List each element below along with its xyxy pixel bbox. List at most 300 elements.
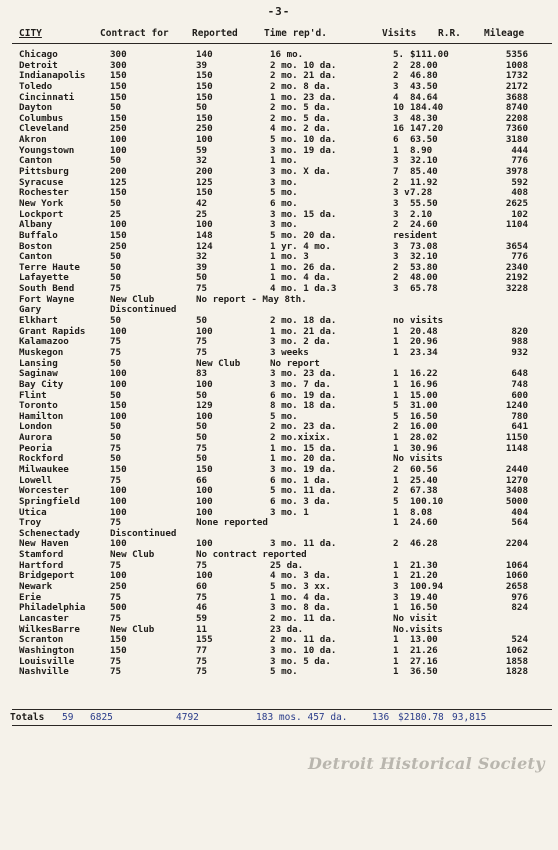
cell-visits: 2 [393,219,399,231]
cell-reported: No contract reported [196,549,307,561]
cell-reported: 32 [196,251,208,263]
cell-mileage: 3978 [505,166,528,178]
cell-reported: No report - May 8th. [196,293,307,305]
cell-visits: 1 [393,325,399,337]
cell-contract: 100 [110,325,127,337]
cell-mileage: 820 [511,325,528,337]
cell-contract: New Club [110,549,155,561]
cell-time: 16 mo. [270,49,304,60]
cell-visits: 1 [393,378,399,390]
cell-contract: 75 [110,336,122,348]
cell-mileage: 748 [511,378,528,390]
cell-city: Kalamazoo [19,336,69,348]
cell-city: Saginaw [19,368,58,380]
cell-contract: 150 [110,229,127,241]
cell-visits: 3 [393,197,399,209]
table-body [0,50,558,678]
cell-time: 3 mo. 8 da. [270,602,331,614]
header-visits: Visits [382,28,417,39]
cell-rr: 100.94 [410,581,444,593]
cell-reported: 150 [196,112,213,124]
cell-reported: New Club [196,357,241,369]
cell-time: 3 weeks [270,346,309,358]
cell-time: 3 mo. 7 da. [270,378,331,390]
cell-city: Peoria [19,442,53,454]
cell-city: Erie [19,591,42,603]
cell-visits: 3 [393,208,399,220]
cell-city: Boston [19,240,53,252]
cell-contract: 75 [110,517,122,529]
table-row [0,497,558,508]
cell-reported: 75 [196,559,208,571]
cell-contract: 150 [110,187,127,199]
cell-time: 25 da. [270,559,304,571]
cell-reported: 75 [196,666,208,678]
cell-visits: No visit [393,612,438,624]
cell-contract: 50 [110,315,122,327]
cell-contract: 25 [110,208,122,220]
cell-rr: 8.08 [410,506,433,518]
cell-time: No report [270,357,320,369]
cell-visits: 2 [393,176,399,188]
cell-city: Columbus [19,112,64,124]
cell-contract: 100 [110,410,127,422]
cell-visits: 1 [393,570,399,582]
cell-time: 5 mo. 3 xx. [270,581,331,593]
cell-time: 3 mo. 19 da. [270,463,337,475]
cell-reported: 100 [196,378,213,390]
cell-city: South Bend [19,283,75,295]
cell-reported: 100 [196,219,213,231]
header-divider [12,43,552,44]
cell-rr: 20.96 [410,336,438,348]
cell-mileage: 2172 [505,80,528,92]
cell-city: New Haven [19,538,69,550]
cell-contract: 150 [110,80,127,92]
cell-contract: 75 [110,559,122,571]
cell-time: 2 mo. 11 da. [270,634,337,646]
cell-city: Rockford [19,453,64,465]
cell-visits: 10 [393,102,405,114]
cell-city: Scranton [19,634,64,646]
cell-contract: 100 [110,485,127,497]
cell-rr: 48.00 [410,272,438,284]
cell-reported: 150 [196,187,213,199]
header-contract: Contract for [100,28,169,39]
cell-contract: 100 [110,144,127,156]
cell-reported: 59 [196,612,208,624]
cell-mileage: 1828 [505,666,528,678]
cell-city: Flint [19,389,47,401]
cell-contract: 75 [110,655,122,667]
cell-time: 2 mo. 5 da. [270,112,331,124]
cell-mileage: 2208 [505,112,528,124]
cell-time: 1 mo. [270,155,298,167]
table-header [0,28,558,42]
cell-time: 3 mo. X da. [270,166,331,178]
cell-city: WilkesBarre [19,623,80,635]
cell-reported: 150 [196,80,213,92]
cell-city: Canton [19,251,53,263]
cell-city: Gary [19,304,42,316]
cell-mileage: 444 [511,144,528,156]
totals-cities: 59 [62,712,74,723]
cell-rr: 21.20 [410,570,438,582]
cell-city: Schenectady [19,527,80,539]
cell-city: Lowell [19,474,53,486]
cell-mileage: 1060 [505,570,528,582]
cell-mileage: 824 [511,602,528,614]
cell-city: Detroit [19,59,58,71]
cell-time: 3 mo. 2 da. [270,336,331,348]
header-time: Time rep'd. [264,28,327,39]
cell-visits: 1 [393,144,399,156]
cell-city: Syracuse [19,176,64,188]
cell-reported: 155 [196,634,213,646]
cell-mileage: 776 [511,155,528,167]
cell-contract: 50 [110,357,122,369]
cell-time: 2 mo. 8 da. [270,80,331,92]
cell-visits: 1 [393,506,399,518]
cell-time: 5 mo. [270,410,298,422]
cell-visits: 1 [393,336,399,348]
cell-city: Toledo [19,80,53,92]
cell-city: Pittsburg [19,166,69,178]
cell-time: 1 mo. 4 da. [270,591,331,603]
cell-rr: 65.78 [410,283,438,295]
cell-contract: 75 [110,666,122,678]
cell-rr: 27.16 [410,655,438,667]
cell-mileage: 1240 [505,400,528,412]
cell-city: Grant Rapids [19,325,86,337]
totals-row [0,712,558,724]
cell-rr: 16.50 [410,410,438,422]
cell-rr: 32.10 [410,155,438,167]
cell-time: 2 mo. 18 da. [270,315,337,327]
cell-time: 2 mo. 5 da. [270,102,331,114]
cell-mileage: 780 [511,410,528,422]
cell-mileage: 2204 [505,538,528,550]
table-row [0,380,558,391]
cell-mileage: 1858 [505,655,528,667]
cell-visits: 1 [393,432,399,444]
cell-reported: 50 [196,389,208,401]
cell-time: 23 da. [270,623,304,635]
totals-time: 183 mos. 457 da. [256,712,348,723]
cell-reported: 39 [196,261,208,273]
cell-reported: 50 [196,453,208,465]
cell-mileage: 564 [511,517,528,529]
cell-visits: 2 [393,421,399,433]
cell-reported: 140 [196,49,213,60]
cell-contract: 200 [110,166,127,178]
header-city: CITY [19,28,42,39]
cell-reported: 39 [196,59,208,71]
cell-rr: 147.20 [410,123,444,135]
cell-city: Terre Haute [19,261,80,273]
cell-visits: 1 [393,559,399,571]
cell-visits: 2 [393,485,399,497]
cell-time: 3 mo. 10 da. [270,644,337,656]
cell-reported: 25 [196,208,208,220]
cell-city: Stamford [19,549,64,561]
cell-time: 2 mo. 10 da. [270,59,337,71]
cell-rr: 67.38 [410,485,438,497]
cell-contract: 500 [110,602,127,614]
cell-visits: 5 [393,495,399,507]
cell-visits: 3 [393,240,399,252]
cell-city: Troy [19,517,42,529]
cell-visits: 2 [393,261,399,273]
cell-city: Muskegon [19,346,64,358]
cell-reported: 125 [196,176,213,188]
watermark: Detroit Historical Society [308,754,545,773]
totals-reported: 4792 [176,712,199,723]
totals-visits: 136 [372,712,390,723]
cell-city: Indianapolis [19,70,86,82]
cell-contract: 50 [110,197,122,209]
table-row [0,82,558,93]
cell-mileage: 2440 [505,463,528,475]
table-row [0,518,558,529]
cell-rr: 30.96 [410,442,438,454]
cell-contract: 100 [110,378,127,390]
cell-mileage: 408 [511,187,528,199]
cell-visits: 1 [393,634,399,646]
cell-visits: 3 [393,251,399,263]
cell-visits: 1 [393,517,399,529]
cell-time: 8 mo. 18 da. [270,400,337,412]
cell-city: Akron [19,134,47,146]
totals-mileage: 93,815 [452,712,487,723]
cell-city: Fort Wayne [19,293,75,305]
cell-city: Worcester [19,485,69,497]
cell-time: 1 mo. 21 da. [270,325,337,337]
table-row [0,667,558,678]
cell-city: London [19,421,53,433]
cell-visits: 1 [393,644,399,656]
cell-contract: 300 [110,49,127,60]
cell-contract: 75 [110,474,122,486]
cell-reported: 100 [196,495,213,507]
cell-reported: 250 [196,123,213,135]
cell-reported: 150 [196,463,213,475]
cell-contract: 300 [110,59,127,71]
cell-mileage: 2658 [505,581,528,593]
totals-label: Totals [10,712,45,723]
cell-reported: 100 [196,538,213,550]
cell-city: Cincinnati [19,91,75,103]
cell-rr: 28.00 [410,59,438,71]
cell-contract: 75 [110,283,122,295]
cell-city: Milwaukee [19,463,69,475]
cell-rr: 16.22 [410,368,438,380]
table-row [0,614,558,625]
cell-contract: 125 [110,176,127,188]
cell-city: Nashville [19,666,69,678]
cell-time: 5 mo. 20 da. [270,229,337,241]
cell-reported: 200 [196,166,213,178]
cell-mileage: 404 [511,506,528,518]
cell-city: New York [19,197,64,209]
cell-reported: 75 [196,591,208,603]
cell-visits: 3 v. [393,187,416,199]
cell-reported: 148 [196,229,213,241]
cell-rr: 85.40 [410,166,438,178]
cell-contract: Discontinued [110,304,177,316]
cell-visits: resident [393,229,438,241]
table-row [0,646,558,657]
cell-mileage: 3654 [505,240,528,252]
cell-rr: 8.90 [410,144,433,156]
cell-city: Youngstown [19,144,75,156]
cell-rr: 32.10 [410,251,438,263]
cell-contract: 100 [110,570,127,582]
cell-city: Rochester [19,187,69,199]
cell-time: 2 mo. 23 da. [270,421,337,433]
cell-time: 3 mo. [270,219,298,231]
cell-rr: 13.00 [410,634,438,646]
cell-mileage: 2340 [505,261,528,273]
cell-city: Washington [19,644,75,656]
cell-visits: 3 [393,581,399,593]
cell-visits: 3 [393,591,399,603]
cell-city: Lafayette [19,272,69,284]
cell-contract: 250 [110,581,127,593]
cell-time: 2 mo. 21 da. [270,70,337,82]
cell-reported: 75 [196,442,208,454]
cell-time: 3 mo. 5 da. [270,655,331,667]
cell-contract: 75 [110,591,122,603]
cell-mileage: 8740 [505,102,528,114]
cell-rr: 46.80 [410,70,438,82]
cell-rr: 100.10 [410,495,444,507]
cell-contract: 50 [110,102,122,114]
cell-mileage: 2625 [505,197,528,209]
cell-mileage: 1104 [505,219,528,231]
cell-contract: 50 [110,261,122,273]
cell-city: Buffalo [19,229,58,241]
cell-reported: 59 [196,144,208,156]
cell-contract: 100 [110,538,127,550]
cell-rr: 55.50 [410,197,438,209]
cell-visits: 2 [393,272,399,284]
cell-mileage: 524 [511,634,528,646]
cell-visits: no [393,315,405,327]
cell-visits: 4 [393,91,399,103]
cell-mileage: 600 [511,389,528,401]
cell-rr: 48.30 [410,112,438,124]
cell-visits: 2 [393,538,399,550]
cell-city: Bridgeport [19,570,75,582]
cell-mileage: 648 [511,368,528,380]
cell-reported: 100 [196,325,213,337]
cell-time: 1 mo. 20 da. [270,453,337,465]
cell-rr: $111.00 [410,49,449,60]
cell-mileage: 1062 [505,644,528,656]
totals-rr: $2180.78 [398,712,444,723]
cell-contract: 100 [110,368,127,380]
cell-visits: 3 [393,283,399,295]
cell-reported: 42 [196,197,208,209]
cell-visits: 1 [393,602,399,614]
cell-visits: 1 [393,474,399,486]
header-rr: R.R. [438,28,461,39]
cell-rr: 20.48 [410,325,438,337]
totals-contract: 6825 [90,712,113,723]
cell-reported: 50 [196,102,208,114]
cell-time: 3 mo. 11 da. [270,538,337,550]
cell-city: Lockport [19,208,64,220]
cell-visits: 1 [393,368,399,380]
cell-mileage: 988 [511,336,528,348]
cell-contract: 50 [110,155,122,167]
cell-reported: 66 [196,474,208,486]
cell-reported: 150 [196,91,213,103]
cell-time: 4 mo. 3 da. [270,570,331,582]
cell-visits: 3 [393,112,399,124]
cell-time: 2 mo.xixix. [270,432,331,444]
header-reported: Reported [192,28,238,39]
cell-mileage: 102 [511,208,528,220]
cell-rr: 28.02 [410,432,438,444]
cell-time: 3 mo. 19 da. [270,144,337,156]
cell-reported: 32 [196,155,208,167]
cell-mileage: 1064 [505,559,528,571]
cell-mileage: 1148 [505,442,528,454]
cell-mileage: 976 [511,591,528,603]
cell-time: 5 mo. 11 da. [270,485,337,497]
cell-visits: 2 [393,59,399,71]
cell-city: Utica [19,506,47,518]
cell-city: Toronto [19,400,58,412]
cell-time: 6 mo. 3 da. [270,495,331,507]
cell-contract: 50 [110,389,122,401]
cell-time: 4 mo. 2 da. [270,123,331,135]
cell-city: Philadelphia [19,602,86,614]
cell-contract: 100 [110,219,127,231]
cell-rr: 16.50 [410,602,438,614]
cell-time: 3 mo. 15 da. [270,208,337,220]
cell-visits: No visits [393,453,443,465]
cell-reported: 100 [196,134,213,146]
cell-rr: 7.28 [410,187,433,199]
cell-visits: 16 [393,123,405,135]
cell-time: 3 mo. 1 [270,506,309,518]
cell-contract: New Club [110,293,155,305]
cell-contract: 150 [110,463,127,475]
cell-visits: 2 [393,463,399,475]
cell-time: 1 mo. 26 da. [270,261,337,273]
cell-rr: 15.00 [410,389,438,401]
cell-mileage: 1270 [505,474,528,486]
cell-time: 5 mo. [270,666,298,678]
cell-rr: 46.28 [410,538,438,550]
cell-city: Aurora [19,432,53,444]
cell-city: Hartford [19,559,64,571]
table-row [0,231,558,242]
cell-contract: 100 [110,495,127,507]
cell-reported: 50 [196,272,208,284]
cell-contract: Discontinued [110,527,177,539]
cell-city: Lansing [19,357,58,369]
cell-reported: 75 [196,283,208,295]
cell-mileage: 1150 [505,432,528,444]
cell-reported: 129 [196,400,213,412]
cell-mileage: 5356 [505,49,528,60]
cell-visits: No.visits [393,623,443,635]
cell-rr: 2.10 [410,208,433,220]
